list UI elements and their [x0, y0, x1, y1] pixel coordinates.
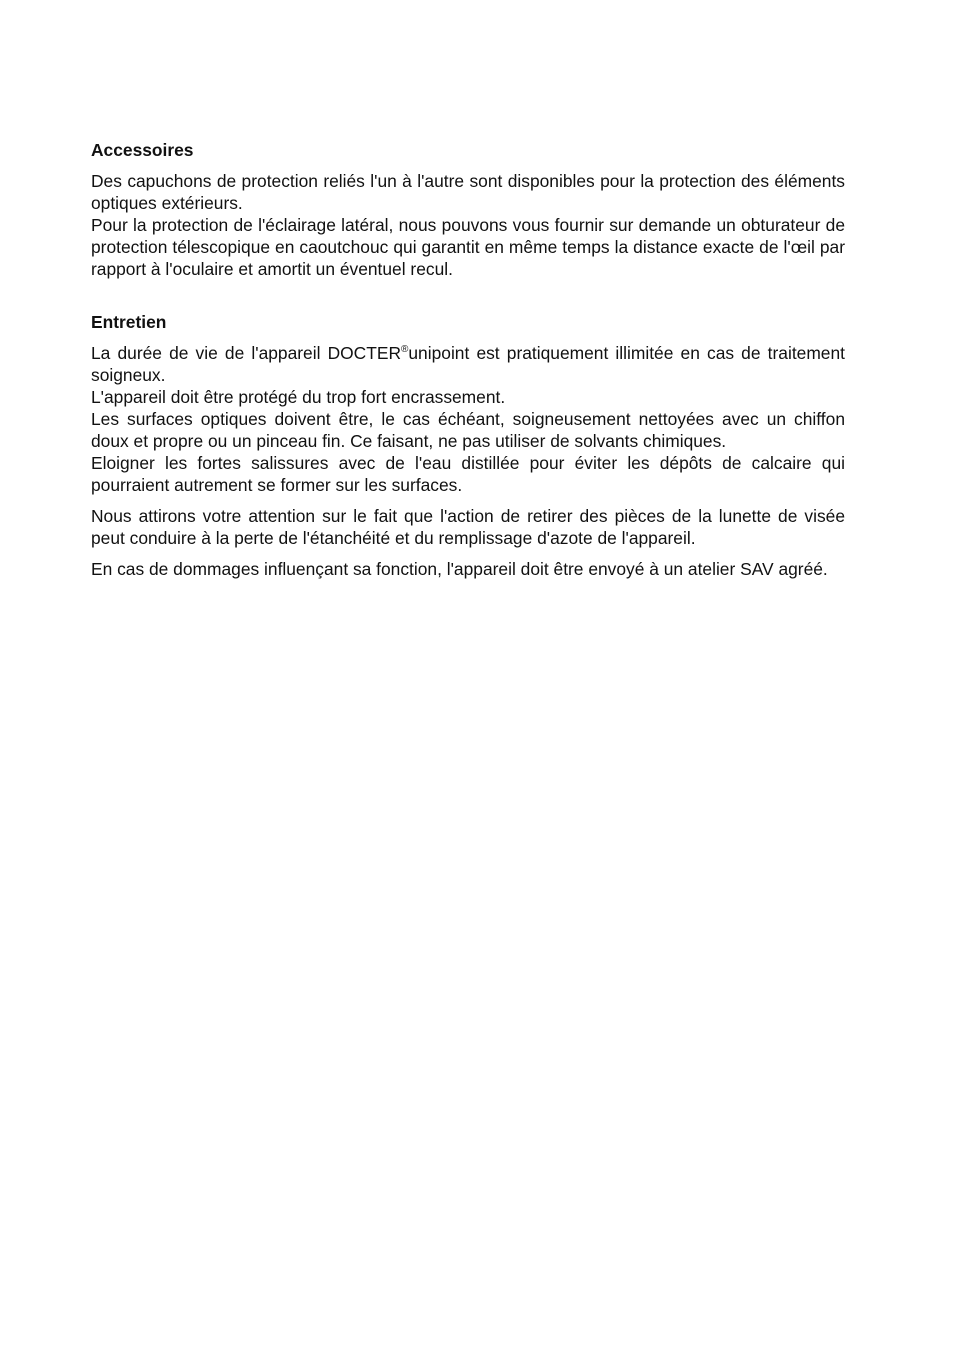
document-page	[91, 139, 845, 580]
maintenance-paragraph-distilled-water: Eloigner les fortes salissures avec de l'eau distillée pour éviter les dépôts de calcaire qui pourraient autrement se former sur les surfaces.	[91, 453, 845, 495]
lifetime-text-after-mark: unipoint est pratiquement illimitée en cas de traitement soigneux.	[91, 343, 845, 385]
accessories-paragraph-shield: Pour la protection de l'éclairage latéral, nous pouvons vous fournir sur demande un obturateur de protection télescopique en caoutchouc qui garantit en même temps la distance exacte de l'œil par rapport à l'oculaire et amortit un éventuel recul.	[91, 215, 845, 279]
accessories-paragraph-caps: Des capuchons de protection reliés l'un à l'autre sont disponibles pour la protection des éléments optiques extérieurs.	[91, 171, 845, 213]
section-heading-maintenance: Entretien	[91, 312, 167, 332]
maintenance-paragraph-attention: Nous attirons votre attention sur le fait que l'action de retirer des pièces de la lunette de visée peut conduire à la perte de l'étanchéité et du remplissage d'azote de l'appareil.	[91, 506, 845, 548]
maintenance-paragraph-dirt: L'appareil doit être protégé du trop fort encrassement.	[91, 387, 506, 407]
maintenance-paragraph-damage: En cas de dommages influençant sa fonction, l'appareil doit être envoyé à un atelier SAV agréé.	[91, 559, 828, 579]
maintenance-paragraph-cleaning: Les surfaces optiques doivent être, le cas échéant, soigneusement nettoyées avec un chiffon doux et propre ou un pinceau fin. Ce faisant, ne pas utiliser de solvants chimiques.	[91, 409, 845, 451]
section-heading-accessories: Accessoires	[91, 140, 194, 160]
registered-trademark-mark: ®	[401, 344, 409, 355]
lifetime-text-before-mark: La durée de vie de l'appareil DOCTER	[91, 343, 402, 363]
maintenance-paragraph-lifetime	[91, 342, 845, 386]
